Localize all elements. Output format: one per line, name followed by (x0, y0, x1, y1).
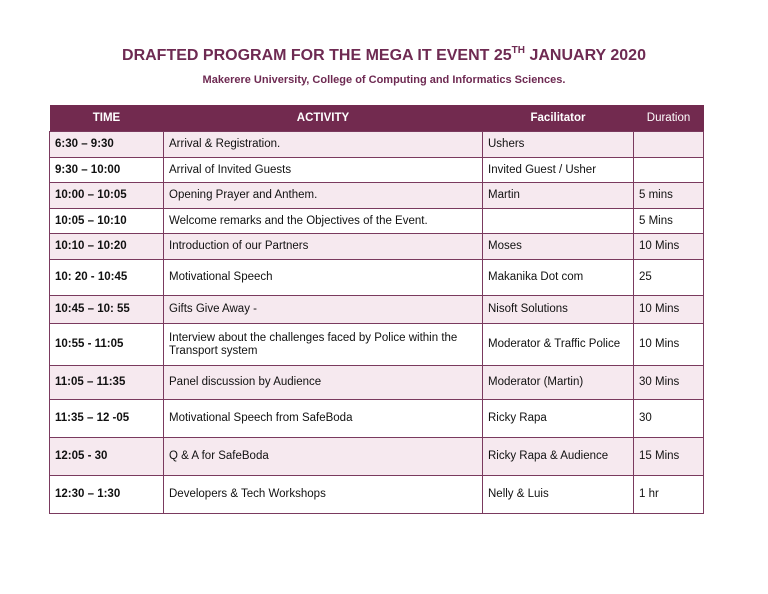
page-title (0, 47, 768, 65)
table-row (50, 209, 704, 234)
table-row (50, 260, 704, 296)
table-row (50, 476, 704, 514)
table-row (50, 400, 704, 438)
cell-facilitator: Ricky Rapa (483, 400, 634, 438)
table-row (50, 324, 704, 366)
cell-duration: 10 Mins (634, 296, 704, 324)
cell-activity: Motivational Speech (164, 260, 483, 296)
cell-time: 10:05 – 10:10 (50, 209, 164, 234)
cell-time: 6:30 – 9:30 (50, 132, 164, 158)
cell-facilitator: Nelly & Luis (483, 476, 634, 514)
cell-time: 10:00 – 10:05 (50, 183, 164, 209)
cell-activity: Motivational Speech from SafeBoda (164, 400, 483, 438)
cell-duration: 25 (634, 260, 704, 296)
program-table (49, 105, 704, 514)
cell-facilitator: Makanika Dot com (483, 260, 634, 296)
cell-facilitator: Martin (483, 183, 634, 209)
cell-time: 10:45 – 10: 55 (50, 296, 164, 324)
cell-facilitator: Ushers (483, 132, 634, 158)
cell-time: 11:05 – 11:35 (50, 366, 164, 400)
title-superscript: TH (511, 45, 526, 56)
cell-activity: Panel discussion by Audience (164, 366, 483, 400)
table-header-row (50, 105, 704, 132)
table-row (50, 234, 704, 260)
page-subtitle: Makerere University, College of Computing and Informatics Sciences. (202, 74, 566, 86)
cell-time: 10:10 – 10:20 (50, 234, 164, 260)
table-row (50, 158, 704, 183)
cell-activity: Interview about the challenges faced by Police within the Transport system (164, 324, 483, 366)
cell-time: 11:35 – 12 -05 (50, 400, 164, 438)
cell-duration: 15 Mins (634, 438, 704, 476)
column-header-time: TIME (50, 105, 164, 132)
cell-facilitator: Moses (483, 234, 634, 260)
cell-duration: 30 (634, 400, 704, 438)
cell-duration: 1 hr (634, 476, 704, 514)
cell-activity: Opening Prayer and Anthem. (164, 183, 483, 209)
table-row (50, 132, 704, 158)
column-header-activity: ACTIVITY (164, 105, 483, 132)
cell-activity: Introduction of our Partners (164, 234, 483, 260)
cell-duration: 30 Mins (634, 366, 704, 400)
cell-duration (634, 132, 704, 158)
cell-time: 12:05 - 30 (50, 438, 164, 476)
table-row (50, 366, 704, 400)
cell-time: 10: 20 - 10:45 (50, 260, 164, 296)
cell-facilitator: Ricky Rapa & Audience (483, 438, 634, 476)
cell-facilitator: Moderator & Traffic Police (483, 324, 634, 366)
cell-activity: Q & A for SafeBoda (164, 438, 483, 476)
title-main: DRAFTED PROGRAM FOR THE MEGA IT EVENT 25 (122, 47, 512, 64)
cell-duration: 5 Mins (634, 209, 704, 234)
cell-facilitator: Nisoft Solutions (483, 296, 634, 324)
cell-duration: 5 mins (634, 183, 704, 209)
table-row (50, 183, 704, 209)
cell-duration: 10 Mins (634, 234, 704, 260)
title-end: JANUARY 2020 (525, 47, 646, 64)
cell-activity: Arrival of Invited Guests (164, 158, 483, 183)
table-row (50, 438, 704, 476)
cell-facilitator: Moderator (Martin) (483, 366, 634, 400)
cell-time: 12:30 – 1:30 (50, 476, 164, 514)
column-header-facilitator: Facilitator (483, 105, 634, 132)
cell-activity: Arrival & Registration. (164, 132, 483, 158)
column-header-duration: Duration (634, 105, 704, 132)
cell-activity: Welcome remarks and the Objectives of the Event. (164, 209, 483, 234)
cell-time: 10:55 - 11:05 (50, 324, 164, 366)
cell-facilitator: Invited Guest / Usher (483, 158, 634, 183)
cell-duration: 10 Mins (634, 324, 704, 366)
cell-duration (634, 158, 704, 183)
cell-activity: Developers & Tech Workshops (164, 476, 483, 514)
cell-facilitator (483, 209, 634, 234)
table-row (50, 296, 704, 324)
cell-time: 9:30 – 10:00 (50, 158, 164, 183)
cell-activity: Gifts Give Away - (164, 296, 483, 324)
